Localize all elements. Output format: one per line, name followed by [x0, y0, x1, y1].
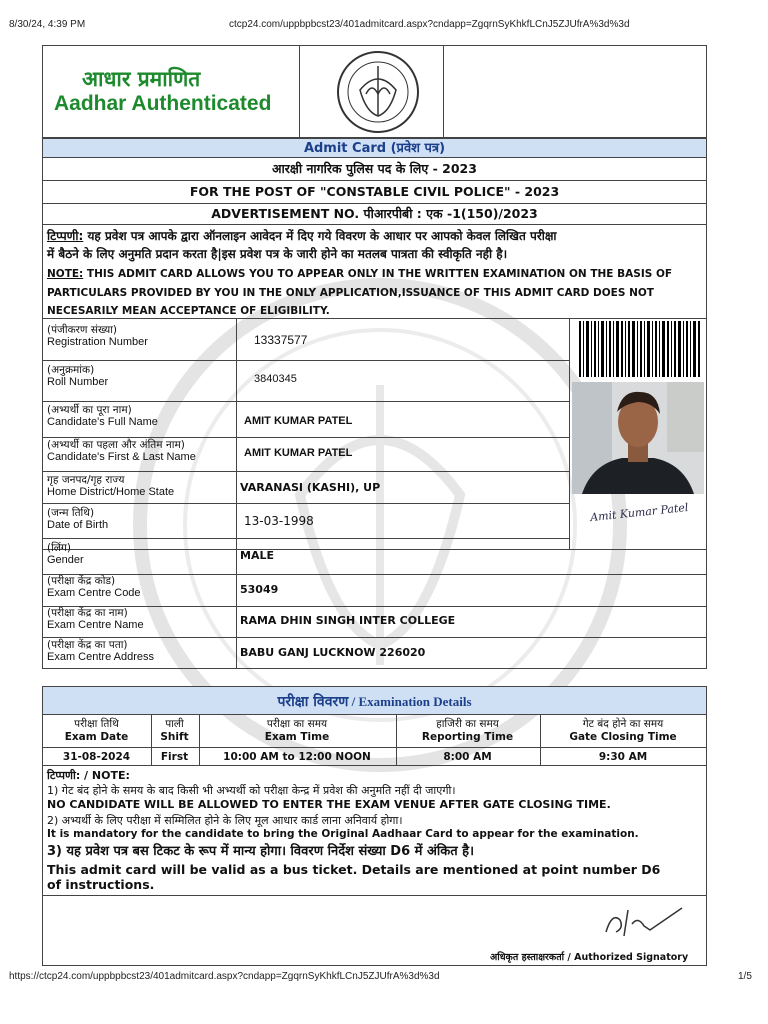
- registration-number-value: 13337577: [254, 333, 308, 347]
- centre-code-value: 53049: [240, 583, 279, 596]
- dob-value: 13-03-1998: [244, 514, 314, 528]
- note-bottom-line-2: NO CANDIDATE WILL BE ALLOWED TO ENTER THE EXAM VENUE AFTER GATE CLOSING TIME.: [47, 798, 611, 811]
- note-hindi-line-2: में बैठने के लिए अनुमति प्रदान करता है|इस प्रवेश पत्र के जारी होने का मतलब पात्रता की स्वीकृति नही है।: [47, 247, 508, 261]
- note-bottom-line-3: 2) अभ्यर्थी के लिए परीक्षा में सम्मिलित होने के लिए मूल आधार कार्ड लाना अनिवार्य होगा।: [47, 814, 403, 827]
- note-english-label: NOTE:: [47, 268, 84, 280]
- note-bottom-line-4: It is mandatory for the candidate to bring the Original Aadhaar Card to appear for the examination.: [47, 828, 639, 840]
- home-district-value: VARANASI (KASHI), UP: [240, 481, 381, 494]
- header-exam-time: परीक्षा का समय Exam Time: [264, 718, 330, 743]
- centre-address-value: BABU GANJ LUCKNOW 226020: [240, 646, 426, 659]
- advertisement-row: [42, 204, 707, 225]
- note-english-line-2: PARTICULARS PROVIDED BY YOU IN THE ONLY APPLICATION,ISSUANCE OF THIS ADMIT CARD DOES NOT: [47, 287, 654, 299]
- first-last-name-value: AMIT KUMAR PATEL: [244, 447, 353, 459]
- page-number: 1/5: [738, 971, 752, 982]
- detail-label-centre-address: (परीक्षा केंद्र का पता) Exam Centre Address: [47, 639, 154, 663]
- detail-label-centre-name: (परीक्षा केंद्र का नाम) Exam Centre Name: [47, 607, 144, 631]
- note-bottom-line-7: of instructions.: [47, 877, 155, 892]
- exam-details-title: परीक्षा विवरण / Examination Details: [277, 694, 472, 710]
- candidate-photo: [572, 382, 704, 494]
- exam-details-title-row: [42, 686, 707, 715]
- note-english-line-1: [47, 268, 672, 280]
- exam-time-value: 10:00 AM to 12:00 NOON: [223, 751, 371, 763]
- admit-card-title-row: [42, 138, 707, 158]
- candidate-signature: Amit Kumar Patel: [589, 500, 689, 525]
- post-hindi-row: [42, 158, 707, 181]
- detail-label-registration: (पंजीकरण संख्या) Registration Number: [47, 324, 148, 348]
- note-hindi-text-1: यह प्रवेश पत्र आपके द्वारा ऑनलाइन आवेदन में दिए गये विवरण के आधार पर आपको केवल लिखित परीक्षा: [83, 229, 557, 243]
- gender-value: MALE: [240, 549, 274, 562]
- note-english-text-1: THIS ADMIT CARD ALLOWS YOU TO APPEAR ONLY IN THE WRITTEN EXAMINATION ON THE BASIS OF: [83, 268, 673, 280]
- note-bottom-line-5: 3) यह प्रवेश पत्र बस टिकट के रूप में मान्य होगा। विवरण निर्देश संख्या D6 में अंकित है।: [47, 844, 475, 859]
- header-exam-date: परीक्षा तिथि Exam Date: [64, 718, 129, 743]
- note-hindi-label: टिप्पणी:: [47, 229, 84, 243]
- print-url: ctcp24.com/uppbpbcst23/401admitcard.aspx?cndapp=ZgqrnSyKhkfLCnJ5ZJUfrA%3d%3d: [229, 19, 630, 30]
- advertisement-number: ADVERTISEMENT NO. पीआरपीबी : एक -1(150)/2023: [211, 206, 538, 221]
- note-hindi-line-1: [47, 227, 557, 244]
- note-bottom-line-1: 1) गेट बंद होने के समय के बाद किसी भी अभ्यर्थी को परीक्षा केन्द्र में प्रवेश की अनुमति नहीं दी जाएगी।: [47, 784, 456, 797]
- aadhar-hindi: आधार प्रमाणित: [82, 67, 201, 91]
- header-reporting-time: हाजिरी का समय Reporting Time: [421, 718, 514, 743]
- detail-label-home-district: गृह जनपद/गृह राज्य Home District/Home State: [47, 474, 175, 498]
- post-hindi: आरक्षी नागरिक पुलिस पद के लिए - 2023: [272, 161, 477, 176]
- full-name-value: AMIT KUMAR PATEL: [244, 415, 353, 427]
- authorized-signatory-label: अधिकृत हस्ताक्षरकर्ता / Authorized Signatory: [490, 952, 689, 963]
- note-bottom-label: टिप्पणी: / NOTE:: [47, 769, 130, 782]
- centre-name-value: RAMA DHIN SINGH INTER COLLEGE: [240, 614, 456, 627]
- note-english-line-3: NECESARILY MEAN ACCEPTANCE OF ELIGIBILITY.: [47, 305, 330, 317]
- aadhar-english: Aadhar Authenticated: [54, 92, 272, 115]
- roll-number-value: 3840345: [254, 373, 297, 385]
- detail-label-roll: (अनुक्रमांक) Roll Number: [47, 364, 109, 388]
- header-shift: पाली Shift: [160, 718, 189, 743]
- admit-card-title: Admit Card (प्रवेश पत्र): [303, 141, 446, 156]
- print-datetime: 8/30/24, 4:39 PM: [9, 19, 86, 30]
- post-english: FOR THE POST OF "CONSTABLE CIVIL POLICE" - 2023: [189, 184, 560, 199]
- barcode-icon: [577, 321, 701, 377]
- post-english-row: [42, 181, 707, 204]
- gate-closing-time-value: 9:30 AM: [598, 751, 648, 763]
- detail-label-centre-code: (परीक्षा केंद्र कोड) Exam Centre Code: [47, 575, 141, 599]
- note-bottom-line-6: This admit card will be valid as a bus ticket. Details are mentioned at point number D6: [47, 862, 661, 877]
- up-police-emblem-icon: [330, 50, 426, 134]
- print-url-footer: https://ctcp24.com/uppbpbcst23/401admitcard.aspx?cndapp=ZgqrnSyKhkfLCnJ5ZJUfrA%3d%3d: [9, 971, 440, 982]
- exam-date-value: 31-08-2024: [62, 751, 131, 763]
- detail-label-full-name: (अभ्यर्थी का पूरा नाम) Candidate's Full Name: [47, 404, 158, 428]
- authorized-signature-icon: [598, 902, 688, 942]
- shift-value: First: [160, 751, 189, 763]
- detail-label-dob: (जन्म तिथि) Date of Birth: [47, 507, 109, 531]
- header-gate-closing-time: गेट बंद होने का समय Gate Closing Time: [569, 718, 677, 743]
- detail-label-first-last-name: (अभ्यर्थी का पहला और अंतिम नाम) Candidate's First & Last Name: [47, 439, 196, 463]
- reporting-time-value: 8:00 AM: [443, 751, 492, 763]
- detail-label-gender: (लिंग) Gender: [47, 542, 84, 566]
